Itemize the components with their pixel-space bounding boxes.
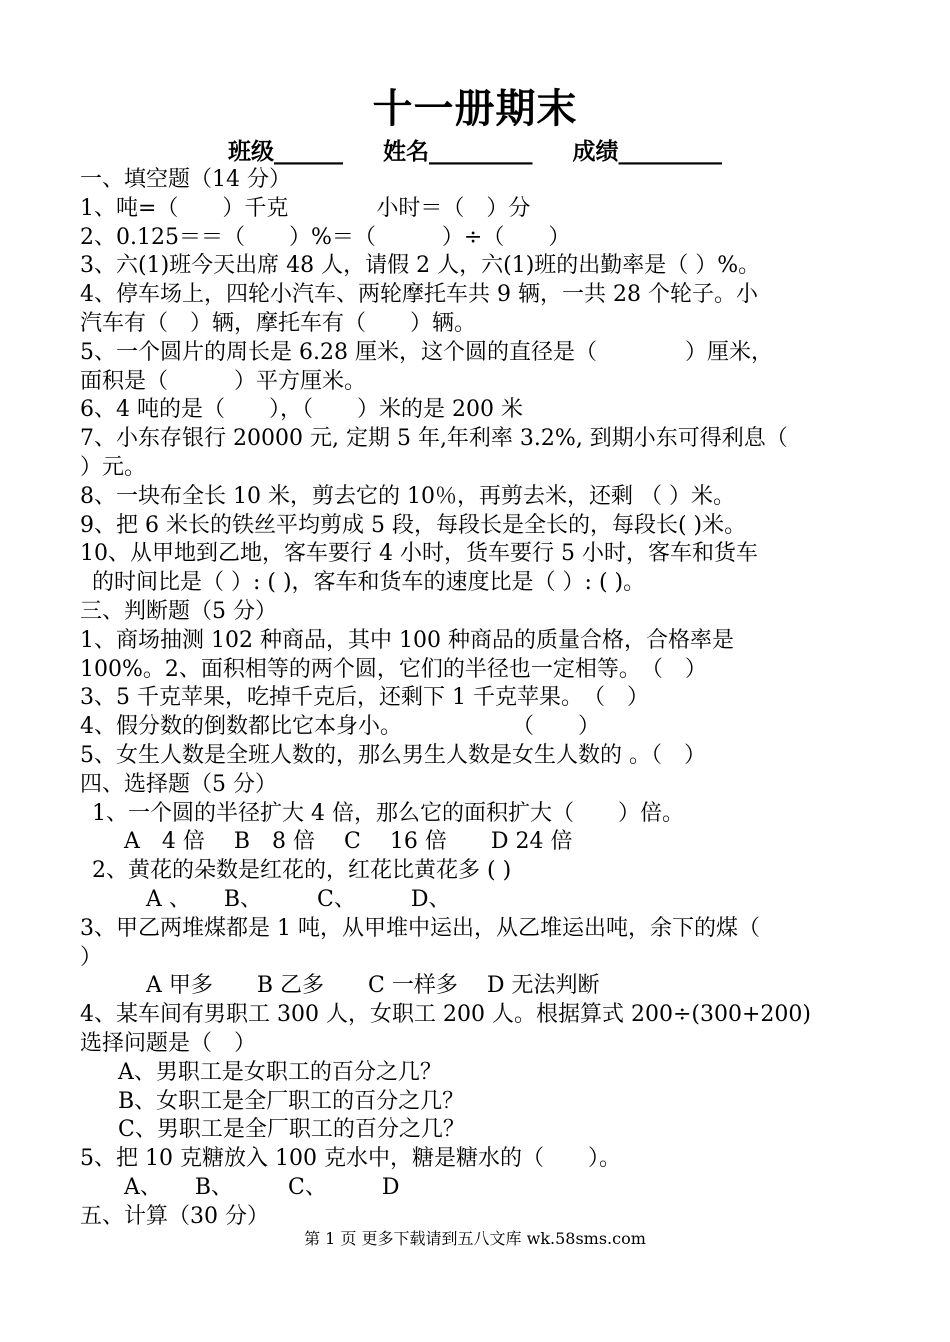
question-line: 10、从甲地到乙地，客车要行 4 小时，货车要行 5 小时，客车和货车 xyxy=(80,541,758,567)
question-line: 4、停车场上，四轮小汽车、两轮摩托车共 9 辆，一共 28 个轮子。小 xyxy=(80,282,758,308)
question-line: 汽车有（ ）辆，摩托车有（ ）辆。 xyxy=(80,310,477,336)
student-info-row xyxy=(0,134,950,170)
question-line: 2、0.125＝＝（ ）%＝（ ）÷（ ） xyxy=(80,224,571,250)
question-line: ）元。 xyxy=(80,454,147,480)
question-line: 4、假分数的倒数都比它本身小。 （ ） xyxy=(80,714,600,740)
question-line: ） xyxy=(80,944,103,970)
question-line: 选择问题是（ ） xyxy=(80,1030,257,1056)
question-line: 9、把 6 米长的铁丝平均剪成 5 段，每段长是全长的，每段长( )米。 xyxy=(80,512,747,538)
question-line: 的时间比是（ ）: ( )，客车和货车的速度比是（ ）: ( )。 xyxy=(92,570,646,596)
page-title: 十一册期末 xyxy=(372,86,578,132)
question-line: 3、六(1)班今天出席 48 人，请假 2 人，六(1)班的出勤率是（ ）%。 xyxy=(80,253,761,279)
choice-options: A 4 倍 B 8 倍 C 16 倍 D 24 倍 xyxy=(124,829,573,855)
name-field: 姓名_________ xyxy=(383,139,533,165)
score-field: 成绩_________ xyxy=(572,139,722,165)
section-judgment-heading: 三、判断题（5 分） xyxy=(80,598,277,624)
question-line: 5、一个圆片的周长是 6.28 厘米，这个圆的直径是（ ）厘米， xyxy=(80,339,773,365)
question-line: 3、甲乙两堆煤都是 1 吨，从甲堆中运出，从乙堆运出吨，余下的煤（ xyxy=(80,915,760,941)
class-field: 班级______ xyxy=(228,139,343,165)
page-footer: 第 1 页 更多下载请到五八文库 wk.58sms.com xyxy=(304,1229,646,1248)
choice-options: A 、 B、 C、 D、 xyxy=(146,886,451,912)
section-fill-in-heading: 一、填空题（14 分） xyxy=(80,167,291,192)
choice-option: B、女职工是全厂职工的百分之几？ xyxy=(118,1088,465,1114)
question-line: 8、一块布全长 10 米，剪去它的 10％，再剪去米，还剩 （ ）米。 xyxy=(80,483,735,509)
question-line: 7、小东存银行 20000 元, 定期 5 年,年利率 3.2%, 到期小东可得利息（ xyxy=(80,426,788,452)
choice-options: A、 B、 C、 D xyxy=(124,1174,400,1200)
question-line: 6、4 吨的是（ ），（ ）米的是 200 米 xyxy=(80,397,523,423)
choice-option: A、男职工是女职工的百分之几？ xyxy=(118,1059,442,1085)
question-line: 1、一个圆的半径扩大 4 倍，那么它的面积扩大（ ）倍。 xyxy=(92,800,684,826)
question-line: 3、5 千克苹果，吃掉千克后，还剩下 1 千克苹果。 （ ） xyxy=(80,685,649,711)
question-line: 1、吨=（ ）千克 小时＝（ ）分 xyxy=(80,195,531,221)
question-line: 1、商场抽测 102 种商品，其中 100 种商品的质量合格，合格率是 xyxy=(80,627,734,653)
choice-options: A 甲多 B 乙多 C 一样多 D 无法判断 xyxy=(146,973,600,999)
question-line: 5、女生人数是全班人数的，那么男生人数是女生人数的 。（ ） xyxy=(80,742,706,768)
section-calculation-heading: 五、计算（30 分） xyxy=(80,1203,269,1229)
question-line: 100%。2、面积相等的两个圆，它们的半径也一定相等。 （ ） xyxy=(80,656,707,682)
question-line: 2、黄花的朵数是红花的，红花比黄花多 ( ) xyxy=(92,858,512,884)
exam-content xyxy=(80,166,870,1231)
question-line: 5、把 10 克糖放入 100 克水中，糖是糖水的（ ）。 xyxy=(80,1146,621,1172)
question-line: 面积是（ ）平方厘米。 xyxy=(80,368,367,394)
section-choice-heading: 四、选择题（5 分） xyxy=(80,771,277,797)
choice-option: C、男职工是全厂职工的百分之几？ xyxy=(118,1117,465,1143)
question-line: 4、某车间有男职工 300 人，女职工 200 人。根据算式 200÷(300+200) xyxy=(80,1002,811,1028)
